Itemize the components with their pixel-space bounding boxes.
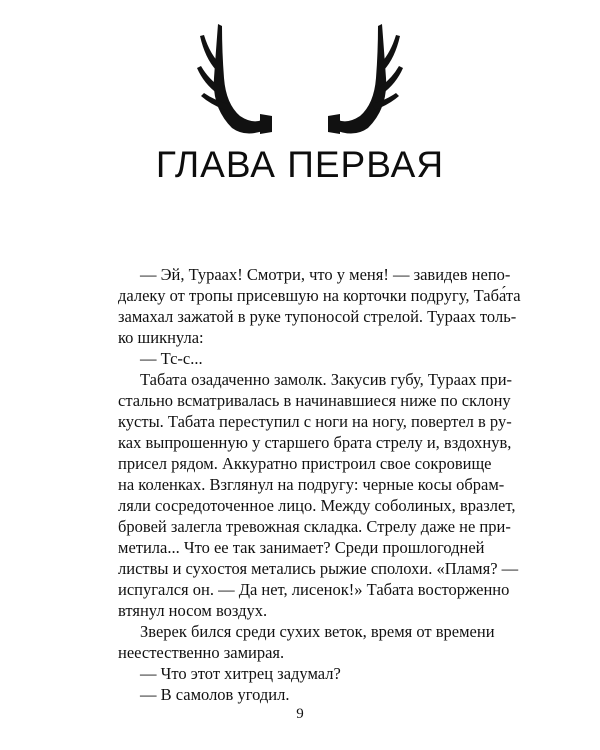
antlers-icon	[0, 0, 600, 150]
text-line: далеку от тропы присевшую на корточки подругу, Таба́та	[118, 286, 521, 305]
text-line: ко шикнула:	[118, 328, 204, 347]
text-line: ках выпрошенную у старшего брата стрелу и, вздохнув,	[118, 433, 512, 452]
text-line: присел рядом. Аккуратно пристроил свое сокровище	[118, 454, 492, 473]
text-line: — В самолов угодил.	[140, 685, 290, 704]
text-line: испугался он. — Да нет, лисенок!» Табата восторженно	[118, 580, 510, 599]
text-line: ляли сосредоточенное лицо. Между соболиных, вразлет,	[118, 496, 516, 515]
body-text	[118, 264, 521, 705]
text-line: листвы и сухостоя метались рыжие сполохи. «Пламя? —	[118, 559, 519, 578]
text-line: неестественно замирая.	[118, 643, 285, 662]
text-line: — Тс-с...	[140, 349, 203, 368]
chapter-title: ГЛАВА ПЕРВАЯ	[155, 144, 445, 185]
text-line: втянул носом воздух.	[118, 601, 268, 620]
text-line: кусты. Табата переступил с ноги на ногу, повертел в ру-	[118, 412, 512, 431]
text-line: на коленках. Взглянул на подругу: черные косы обрам-	[118, 475, 505, 494]
page-number: 9	[296, 706, 304, 722]
text-line: Табата озадаченно замолк. Закусив губу, Тураах при-	[140, 370, 513, 389]
text-line: Зверек бился среди сухих веток, время от времени	[140, 622, 495, 641]
text-line: — Что этот хитрец задумал?	[140, 664, 341, 683]
left-antler	[197, 24, 272, 134]
right-antler	[328, 24, 403, 134]
text-line: стально всматривалась в начинавшиеся ниже по склону	[118, 391, 511, 410]
text-line: замахал зажатой в руке тупоносой стрелой. Тураах толь-	[118, 307, 517, 326]
text-line: метила... Что ее так занимает? Среди прошлогодней	[118, 538, 485, 557]
text-line: бровей залегла тревожная складка. Стрелу даже не при-	[118, 517, 511, 536]
text-line: — Эй, Тураах! Смотри, что у меня! — завидев непо-	[140, 265, 511, 284]
